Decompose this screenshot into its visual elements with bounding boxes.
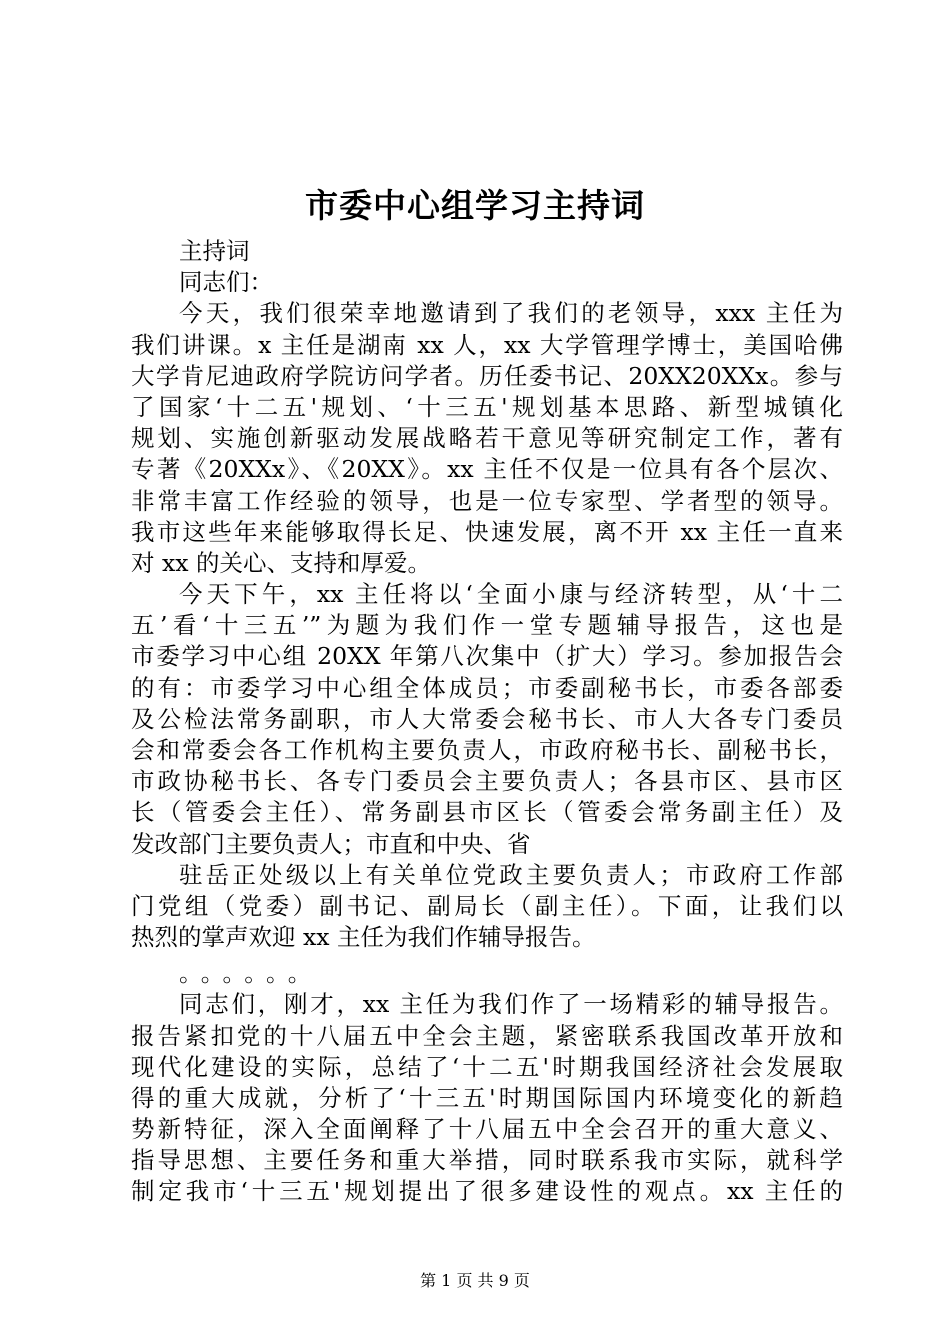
paragraph-line: 得的重大成就，分析了‘十三五'时期国际国内环境变化的新趋 xyxy=(131,1083,843,1112)
paragraph-line: 会和常委会各工作机构主要负责人，市政府秘书长、副秘书长， xyxy=(131,736,843,764)
paragraph-line: 五’看‘十三五’”为题为我们作一堂专题辅导报告，这也是 xyxy=(131,611,843,640)
page-footer: 第 1 页 共 9 页 xyxy=(420,1271,530,1290)
paragraph-line: 今天下午，xx 主任将以‘全面小康与经济转型，从‘十二 xyxy=(179,580,843,609)
heading-host-speech: 主持词 xyxy=(179,237,250,265)
paragraph-2 xyxy=(131,579,843,860)
paragraph-line: 市委学习中心组 20XX 年第八次集中（扩大）学习。参加报告会 xyxy=(131,642,843,671)
paragraph-line: 非常丰富工作经验的领导，也是一位专家型、学者型的领导。 xyxy=(131,486,843,515)
paragraph-1 xyxy=(131,298,843,579)
paragraph-line: 长（管委会主任）、常务副县市区长（管委会常务副主任）及 xyxy=(131,798,843,827)
paragraph-4 xyxy=(131,989,843,1207)
paragraph-line: 及公检法常务副职，市人大常委会秘书长、市人大各专门委员 xyxy=(131,704,843,733)
paragraph-line: 门党组（党委）副书记、副局长（副主任）。下面，让我们以 xyxy=(131,891,843,920)
paragraph-line: 专著《20XXx》、《20XX》。xx 主任不仅是一位具有各个层次、 xyxy=(131,455,843,484)
page-title: 市委中心组学习主持词 xyxy=(305,186,645,225)
paragraph-line: 了国家‘十二五'规划、‘十三五'规划基本思路、新型城镇化 xyxy=(131,392,843,421)
paragraph-line: 的有：市委学习中心组全体成员；市委副秘书长，市委各部委 xyxy=(131,673,843,702)
paragraph-line: 大学肯尼迪政府学院访问学者。历任委书记、20XX20XXx。参与 xyxy=(131,361,843,390)
document-body xyxy=(131,236,843,1208)
paragraph-line: 报告紧扣党的十八届五中全会主题，紧密联系我国改革开放和 xyxy=(131,1021,843,1050)
paragraph-line: 指导思想、主要任务和重大举措，同时联系我市实际，就科学 xyxy=(131,1146,843,1175)
paragraph-line: 我市这些年来能够取得长足、快速发展，离不开 xx 主任一直来 xyxy=(131,517,843,546)
ellipsis-dots: 。。。。。。 xyxy=(179,959,322,988)
paragraph-line: 势新特征，深入全面阐释了十八届五中全会召开的重大意义、 xyxy=(131,1115,843,1144)
paragraph-line: 现代化建设的实际，总结了‘十二五'时期我国经济社会发展取 xyxy=(131,1052,843,1081)
paragraph-line: 对 xx 的关心、支持和厚爱。 xyxy=(131,548,431,577)
paragraph-line: 今天，我们很荣幸地邀请到了我们的老领导，xxx 主任为 xyxy=(179,299,843,328)
paragraph-3 xyxy=(131,860,843,954)
salutation: 同志们： xyxy=(179,268,273,297)
paragraph-line: 市政协秘书长、各专门委员会主要负责人；各县市区、县市区 xyxy=(131,767,843,796)
paragraph-line: 热烈的掌声欢迎 xx 主任为我们作辅导报告。 xyxy=(131,923,596,952)
paragraph-line: 我们讲课。x 主任是湖南 xx 人，xx 大学管理学博士，美国哈佛 xyxy=(131,330,843,359)
paragraph-line: 同志们，刚才，xx 主任为我们作了一场精彩的辅导报告。 xyxy=(179,990,843,1019)
paragraph-line: 驻岳正处级以上有关单位党政主要负责人；市政府工作部 xyxy=(179,860,843,889)
paragraph-line: 发改部门主要负责人；市直和中央、省 xyxy=(131,829,531,858)
paragraph-line: 制定我市‘十三五'规划提出了很多建设性的观点。xx 主任的 xyxy=(131,1177,843,1206)
paragraph-line: 规划、实施创新驱动发展战略若干意见等研究制定工作，著有 xyxy=(131,424,843,453)
